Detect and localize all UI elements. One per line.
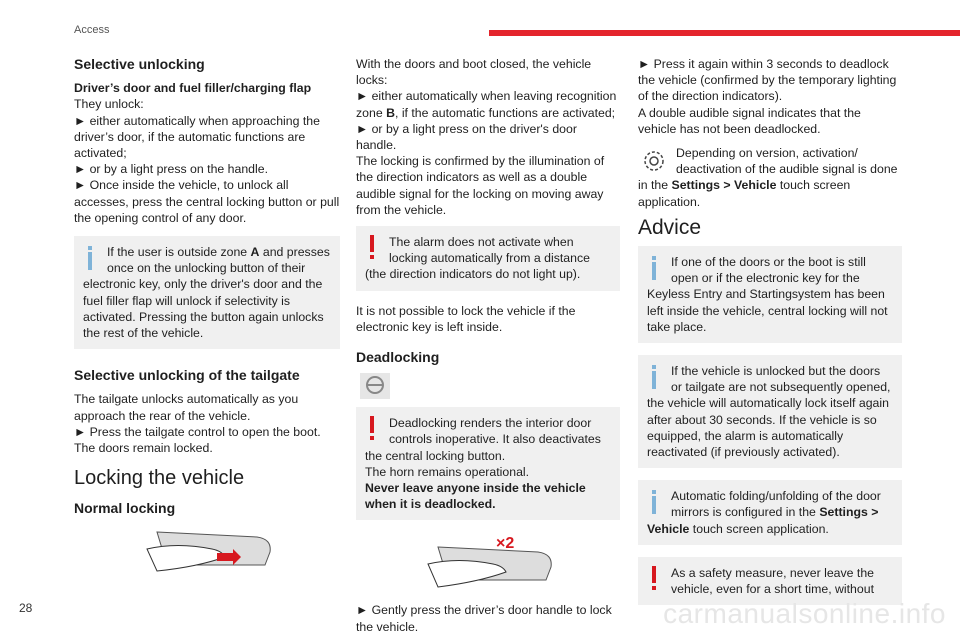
paragraph-unlock: They unlock: ► either automatically when approaching the driver’s door, if the automatic functions are activated; ► or by a light press on the handle. ► Once inside the vehicle, to unlock all accesses, press the central locking button or pull the opening control of any door.	[74, 97, 340, 225]
heading-advice: Advice	[638, 215, 702, 239]
info-note-autolock: If the vehicle is unlocked but the doors or tailgate are not subsequently opened, the vehicle will automatically lock itself again after about 30 seconds. If the vehicle is so equipped, the alarm is automatically reactivated (if previously activated).	[638, 355, 902, 468]
column-1	[74, 56, 340, 577]
info-icon	[83, 244, 99, 274]
warning-icon	[365, 415, 381, 445]
heading-deadlocking: Deadlocking	[356, 349, 440, 366]
paragraph-key-inside: It is not possible to lock the vehicle if the electronic key is left inside.	[356, 303, 576, 334]
paragraph-locks: With the doors and boot closed, the vehicle locks: ► either automatically when leaving recognition zone B, if the automatic functions are activated; ► or by a light press on the driver's door handle. The locking is confirmed by the illumination of the direction indicators as well as a double audible signal for the locking on moving away from the vehicle.	[356, 57, 617, 217]
double-press-label: ×2	[496, 535, 515, 553]
double-press-handle-illustration	[418, 532, 558, 592]
paragraph-tailgate: The tailgate unlocks automatically as you approach the rear of the vehicle. ► Press the tailgate control to open the boot. The doors remain locked.	[74, 392, 321, 456]
warning-note-deadlock: Deadlocking renders the interior door controls inoperative. It also deactivates the central locking button. The horn remains operational. Never leave anyone inside the vehicle when it is deadlocked.	[356, 407, 620, 520]
paragraph-gently-press: ► Gently press the driver’s door handle to lock the vehicle.	[356, 603, 612, 634]
column-3	[638, 56, 902, 617]
info-icon	[647, 254, 663, 284]
watermark: carmanualsonline.info	[663, 598, 946, 629]
heading-selective-unlocking: Selective unlocking	[74, 56, 205, 72]
section-title: Access	[74, 24, 110, 36]
subheading-driver-door: Driver’s door and fuel filler/charging flap	[74, 81, 312, 96]
header-accent-bar	[489, 30, 960, 36]
page-number: 28	[19, 601, 33, 615]
info-icon	[647, 488, 663, 518]
heading-normal-locking: Normal locking	[74, 500, 176, 517]
warning-note-alarm: The alarm does not activate when locking automatically from a distance (the direction indicators do not light up).	[356, 226, 620, 291]
hand-door-handle-illustration	[137, 527, 277, 577]
info-note-keyless: If one of the doors or the boot is still open or if the electronic key for the Keyless Entry and Startingsystem has been left inside the vehicle, central locking will not take place.	[638, 246, 902, 343]
info-note-mirrors: Automatic folding/unfolding of the door mirrors is configured in the Settings > Vehicle touch screen application.	[638, 480, 902, 545]
warning-icon	[647, 565, 663, 595]
steering-wheel-icon	[360, 373, 390, 399]
warning-icon	[365, 234, 381, 264]
heading-locking: Locking the vehicle	[74, 467, 245, 490]
paragraph-press-again: ► Press it again within 3 seconds to deadlock the vehicle (confirmed by the temporary lighting of the direction indicators). A double audible signal indicates that the vehicle has not been deadlocked.	[638, 57, 897, 136]
warning-note-safety: As a safety measure, never leave the vehicle, even for a short time, without	[638, 557, 902, 605]
column-2	[356, 56, 620, 643]
gear-icon	[638, 145, 670, 177]
settings-paragraph: Depending on version, activation/ deactivation of the audible signal is done in the Settings > Vehicle touch screen application.	[638, 146, 898, 209]
heading-tailgate: Selective unlocking of the tailgate	[74, 367, 300, 384]
info-icon	[647, 363, 663, 393]
info-note: If the user is outside zone A and presses once on the unlocking button of their electronic key, only the driver's door and the fuel filler flap will unlock if selectivity is activated. Pressing the button again unlocks the rest of the vehicle.	[74, 236, 340, 349]
